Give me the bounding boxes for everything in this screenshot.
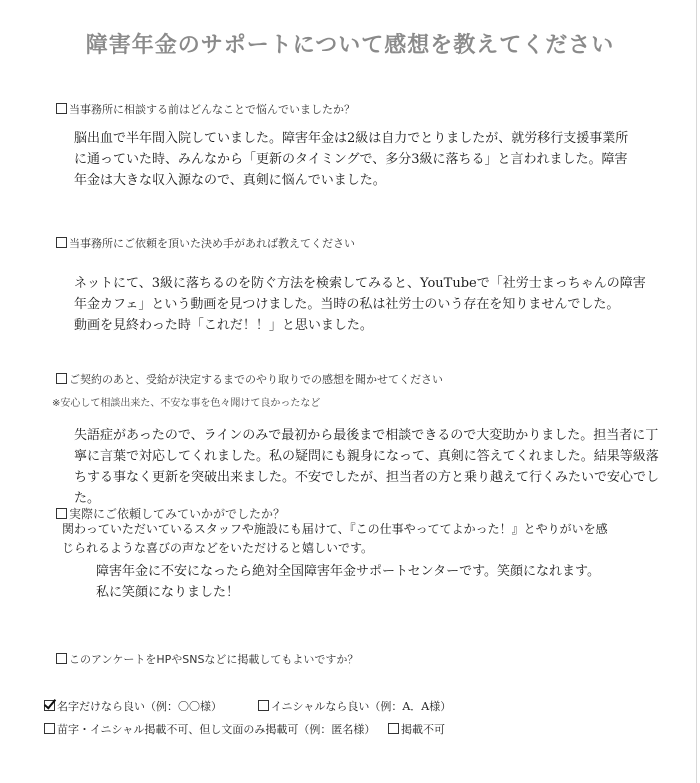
option-no-publish[interactable] <box>388 721 445 737</box>
note-line: 関わっていただいているスタッフや施設にも届けて、『この仕事やっててよかった！』とやりがいを感 <box>62 522 608 536</box>
option-label: 名字だけなら良い（例：〇〇様） <box>57 700 222 713</box>
question-5-label: このアンケートをHPやSNSなどに掲載してもよいですか？ <box>69 653 359 666</box>
answer-line: ちする事なく更新を突破出来ました。不安でしたが、担当者の方と乗り越えて行くみたいで安心でし <box>74 470 660 485</box>
answer-line: に通っていた時、みんなから「更新のタイミングで、多分3級に落ちる」と言われました。障害 <box>74 152 628 167</box>
question-1-label: 当事務所に相談する前はどんなことで悩んでいましたか？ <box>69 103 355 116</box>
answer-line: 失語症があったので、ラインのみで最初から最後まで相談できるので大変助かりました。担当者に丁 <box>74 428 659 443</box>
question-3-label: ご契約のあと、受給が決定するまでのやり取りでの感想を聞かせてください <box>69 373 443 386</box>
answer-line: 障害年金に不安になったら絶対全国障害年金サポートセンターです。笑顔になれます。 <box>96 564 601 579</box>
answer-line: 年金は大きな収入源なので、真剣に悩んでいました。 <box>74 173 386 188</box>
page-title: 障害年金のサポートについて感想を教えてください <box>85 33 615 58</box>
answer-line: た。 <box>74 491 101 506</box>
answer-line: 私に笑顔になりました！ <box>96 585 240 600</box>
option-checkbox[interactable] <box>44 723 55 734</box>
option-checkbox[interactable] <box>258 700 269 711</box>
option-checkbox[interactable] <box>388 723 399 734</box>
option-label: 掲載不可 <box>401 723 445 736</box>
question-3-note: ※安心して相談出来た、不安な事を色々聞けて良かったなど <box>52 398 321 409</box>
option-label: イニシャルなら良い（例：A．A様） <box>271 700 452 713</box>
question-4-label: 実際にご依頼してみていかがでしたか？ <box>69 507 286 521</box>
answer-line: 動画を見終わった時「これだ！！」と思いました。 <box>74 318 373 333</box>
note-line: じられるような喜びの声などをいただけると嬉しいです。 <box>62 541 374 555</box>
answer-line: 年金カフェ」という動画を見つけました。当時の私は社労士のいう存在を知りませんでした。 <box>74 297 620 312</box>
option-text-only[interactable] <box>44 721 375 737</box>
question-2-label: 当事務所にご依頼を頂いた決め手があれば教えてください <box>69 237 355 250</box>
answer-line: 寧に言葉で対応してくれました。私の疑問にも親身になって、真剣に答えてくれました。結果等級落 <box>74 449 659 464</box>
answer-line: ネットにて、3級に落ちるのを防ぐ方法を検索してみると、YouTubeで「社労士まっちゃんの障害 <box>74 276 646 291</box>
answer-line: 脳出血で半年間入院していました。障害年金は2級は自力でとりましたが、就労移行支援事業所 <box>74 131 629 146</box>
option-surname-only[interactable] <box>44 698 222 714</box>
option-checkbox[interactable] <box>44 700 55 711</box>
option-initials[interactable] <box>258 698 451 714</box>
option-label: 苗字・イニシャル掲載不可、但し文面のみ掲載可（例：匿名様） <box>57 723 376 736</box>
